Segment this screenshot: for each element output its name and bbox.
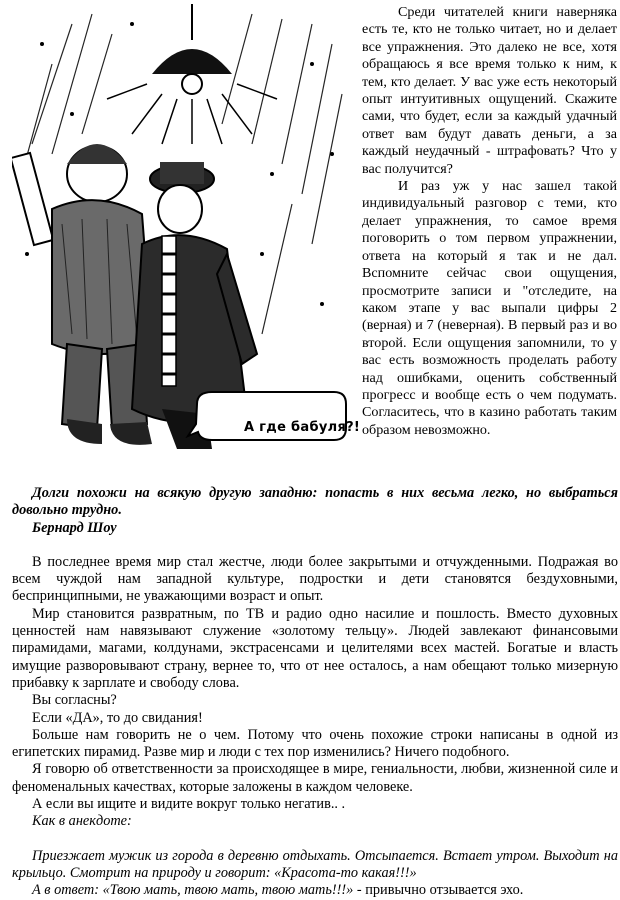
joke-paragraph-1: Приезжает мужик из города в деревню отдыхать. Отсыпается. Встает утром. Выходит на крыльцо. Смотрит на природу и говорит: «Красота-то какая!!!» — [12, 847, 618, 881]
right-paragraph-1: Среди читателей книги наверняка есть те, кто не только читает, но и делает все упражнения. Это далеко не все, хотя обращаюсь я все время только к ним, к тем, кто делает. У вас уже есть некоторый опыт интуитивных ощущений. Скажите сами, что будет, если за каждый удачный ответ вам будут давать деньги, а за каждый неудачный - штрафовать? Что у вас получится? — [362, 4, 617, 177]
speech-bubble-text: А где бабуля?! — [244, 420, 361, 435]
cartoon-illustration — [12, 4, 361, 466]
joke-intro: Как в анекдоте: — [32, 813, 132, 830]
body-paragraph-2: Мир становится развратным, по ТВ и радио одно насилие и пошлость. Вместо духовных ценностей нам навязывают служение «золотому тельцу». Людей завлекают финансовыми пирамидами, магами, колдунами, экстрасенсами и целителями всех мастей. Богатые и власть имущие разворовывают страну, вернее то, что от нее осталось, а нам обещают только мизерную прибавку к зарплате и свободу слова. — [12, 605, 618, 691]
right-column-text — [362, 4, 617, 439]
body-paragraph-3: Вы согласны? — [32, 692, 117, 709]
body-paragraph-4: Если «ДА», то до свидания! — [32, 709, 203, 726]
joke-paragraph-2 — [12, 882, 618, 899]
epigraph-author: Бернард Шоу — [32, 519, 117, 536]
right-paragraph-2: И раз уж у нас зашел такой индивидуальный разговор с теми, кто делает упражнения, то самое время поговорить о том первом упражнении, ответа на который я так и не дал. Вспомните сейчас свои ощущения, просмотрите записи и "отследите, на каком этапе у вас выпали цифры 2 (верная) и 7 (неверная). В первый раз и во второй. Если ощущения запомнили, то у вас есть возможность проделать работу над ошибками, оценить собственный прогресс и вообще есть о чем подумать. Согласитесь, что в казино работать таким образом невозможно. — [362, 178, 617, 438]
body-paragraph-5: Больше нам говорить не о чем. Потому что очень похожие строки написаны в одной из египетских пирамид. Разве мир и люди с тех пор изменились? Ничего подобного. — [12, 726, 618, 761]
epigraph-quote: Долги похожи на всякую другую западню: попасть в них весьма легко, но выбраться довольно трудно. — [12, 485, 618, 519]
body-paragraph-1: В последнее время мир стал жестче, люди более закрытыми и отчужденными. Подражая во всем чуждой нам западной культуре, подростки и дети становятся бездуховными, беспринципными, не уважающими возраст и опыт. — [12, 553, 618, 605]
joke-echo-quote: А в ответ: «Твою мать, твою мать, твою мать!!!» — [32, 882, 354, 899]
body-paragraph-6: Я говорю об ответственности за происходящее в мире, гениальности, любви, жизненной силе и феноменальных качествах, которые заложены в каждом человеке. — [12, 761, 618, 795]
joke-echo-tail: - привычно отзывается эхо. — [353, 882, 524, 899]
main-text — [12, 485, 618, 900]
cartoon-drawing — [12, 4, 348, 466]
body-paragraph-7: А если вы ищите и видите вокруг только негатив.. . — [32, 796, 346, 813]
